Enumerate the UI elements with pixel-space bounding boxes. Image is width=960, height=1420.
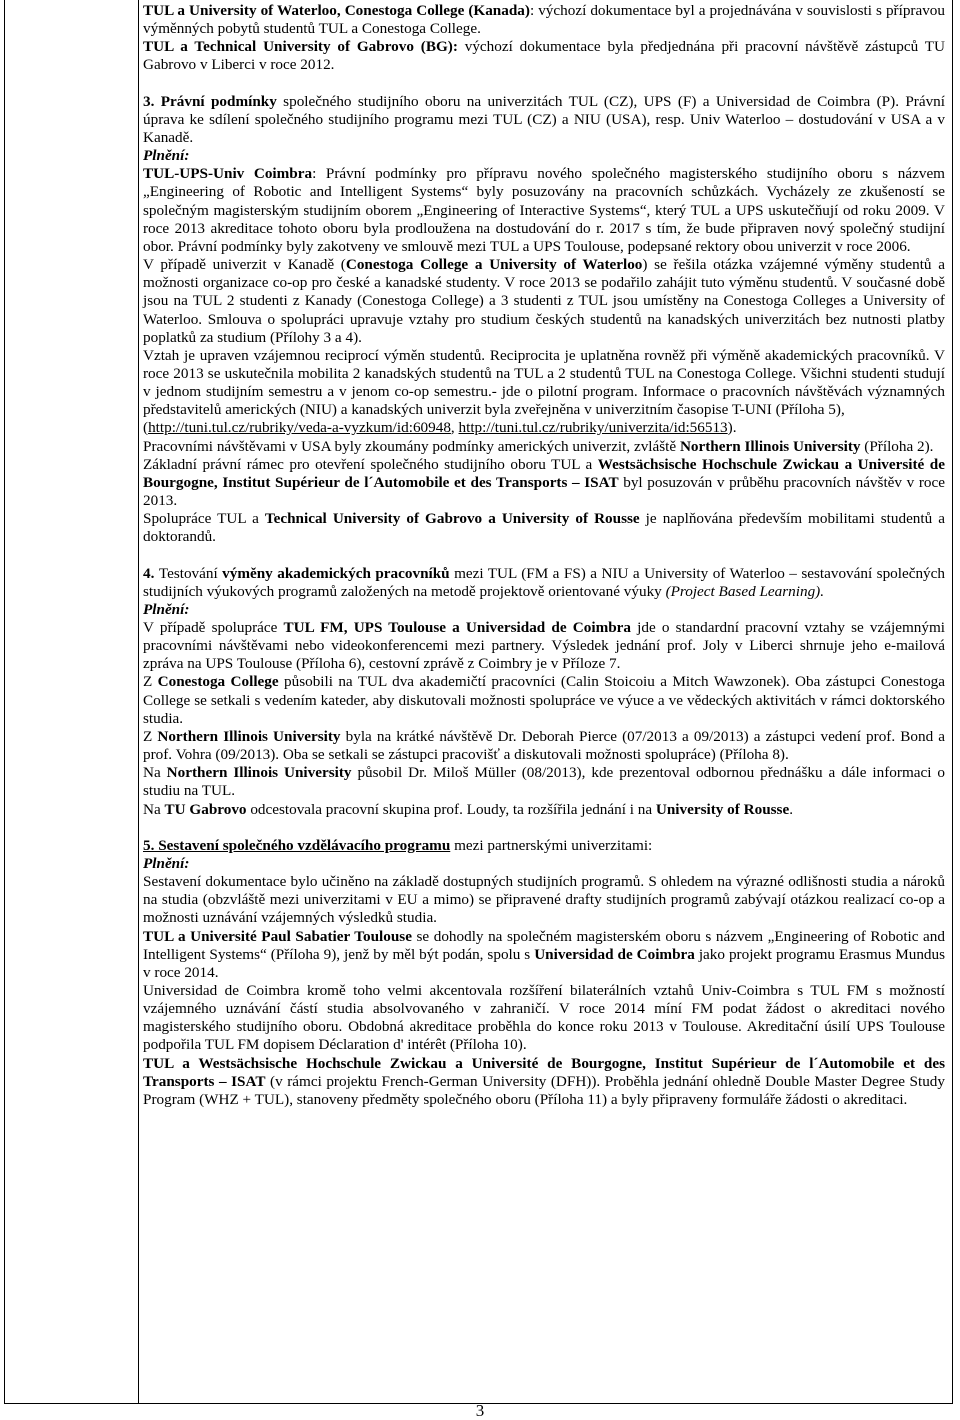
paragraph: Spolupráce TUL a Technical University of Gabrovo a University of Rousse je naplňována především mobilitami studentů a doktorandů. — [143, 510, 945, 546]
paragraph: Z Northern Illinois University byla na krátké návštěvě Dr. Deborah Pierce (07/2013 a 09/2013) a zástupci vedení prof. Bond a prof. Vohra (09/2013). Oba se setkali se zástupci pracovišť a diskutovali možnosti spolupráce) (Příloha 8). — [143, 727, 945, 764]
section-3-heading — [143, 93, 945, 147]
bold-text: TUL FM, UPS Toulouse a Universidad de Coimbra — [283, 619, 631, 636]
text: : výchozí dokumentace byl a projednávána v souvislosti s přípravou výměnných pobytů studentů TUL a Conestoga College. — [143, 2, 945, 38]
bold-text: Conestoga College a University of Waterloo — [345, 256, 643, 274]
paragraph: Na Northern Illinois University působil Dr. Miloš Müller (08/2013), kde prezentoval odbornou přednášku a dále informaci o studiu na TUL. — [143, 764, 946, 800]
section-4-heading: 4. Testování výměny akademických pracovníků mezi TUL (FM a FS) a NIU a University of Waterloo – sestavování společných studijních výukových programů založených na metodě projektově orientované výuky (Project Based Learning). — [143, 564, 945, 600]
paragraph: Universidad de Coimbra kromě toho velmi akcentovala rozšíření bilaterálních vztahů Univ-Coimbra s TUL FM s možností vzájemného uznávání částí studia absolvovaného v zahraničí. V roce 2014 míní FM podat žádost o akreditaci nového magisterského studijního oboru. Obdobná akreditace proběhla do konce roku 2013 v Toulouse. Akreditační úsilí UPS Toulouse podpořila TUL FM dopisem Déclaration d' intérêt (Příloha 10). — [143, 981, 945, 1054]
left-margin-column — [5, 0, 139, 1403]
bold-text: Westsächsische Hochschule Zwickau a Université de Bourgogne, Institut Supérieur de l´Automobile et des Transports – ISAT — [143, 455, 945, 491]
bold-text: Conestoga College — [157, 673, 279, 691]
bold-text: University of Rousse — [655, 800, 790, 818]
plneni-label: Plnění: — [143, 147, 190, 165]
bold-text: výměny akademických pracovníků — [222, 564, 450, 582]
tuni-link-1[interactable]: http://tuni.tul.cz/rubriky/veda-a-vyzkum/id:60948 — [148, 419, 451, 437]
bold-text: TU Gabrovo — [164, 800, 247, 818]
bold-text: Universidad de Coimbra — [534, 945, 695, 963]
paragraph: TUL a Westsächsische Hochschule Zwickau a Université de Bourgogne, Institut Supérieur de l´Automobile et des Transports – ISAT (v rámci projektu French-German University (DFH)). Proběhla jednání ohledně Double Master Degree Study Program (WHZ + TUL), stanoveny předměty společného oboru (Příloha 11) a byly připraveny formuláře žádosti o akreditaci. — [143, 1054, 945, 1108]
paragraph: Sestavení dokumentace bylo učiněno na základě dostupných studijních programů. S ohledem na výrazné odlišnosti studia a nároků na studia (obzvláště mezi univerzitami v EU a mimo) se připravené drafty studijních programů zabývají otázkou realizací co-op a možnosti uznávání vzájemných výsledků studia. — [143, 873, 945, 927]
paragraph: V případě spolupráce TUL FM, UPS Toulouse a Universidad de Coimbra jde o standardní pracovní vztahy se vzájemnými pracovními návštěvami nebo videokonferencemi mezi partnery. Výsledek jednání prof. Joly v Liberci shrnuje jeho e-mailová zpráva na UPS Toulouse (Příloha 6), cestovní zprávě z Coimbry je v Příloze 7. — [143, 619, 945, 673]
bold-text: Northern Illinois University — [679, 437, 861, 455]
text: výchozí dokumentace byla předjednána při pracovní návštěvě zástupců TU Gabrovo v Liberci v roce 2012. — [143, 38, 945, 74]
bold-text: 3. Právní podmínky — [143, 92, 277, 110]
bold-text: Northern Illinois University — [157, 727, 341, 745]
bold-text: TUL-UPS-Univ Coimbra — [143, 165, 313, 183]
bold-text: TUL a Université Paul Sabatier Toulouse — [143, 927, 412, 945]
plneni-label: Plnění: — [143, 854, 190, 872]
text: společného studijního oboru na univerzitách TUL (CZ), UPS (F) a Universidad de Coimbra (P). Právní úprava ke sdílení společného studijního programu mezi TUL (CZ) a NIU (USA), resp. Univ Waterloo – dostudování v USA a v Kanadě. — [143, 92, 945, 146]
paragraph: Z Conestoga College působili na TUL dva akademičtí pracovníci (Calin Stoicoiu a Mitch Wawzonek). Oba zástupci Conestoga College se setkali s vedením kateder, aby diskutovali možnosti spolupráce ve výuce a ve vědeckých aktivitách v rámci doktorského studia. — [143, 673, 945, 727]
bold-text: TUL a University of Waterloo, Conestoga College (Kanada) — [143, 2, 530, 19]
bold-text: 5. Sestavení společného vzdělávacího programu — [143, 836, 451, 854]
link-line: (http://tuni.tul.cz/rubriky/veda-a-vyzkum/id:60948, http://tuni.tul.cz/rubriky/univerzita/id:56513). — [143, 419, 737, 437]
paragraph — [143, 165, 945, 256]
bold-text: Northern Illinois University — [166, 764, 352, 782]
bold-text: TUL a Westsächsische Hochschule Zwickau a Université de Bourgogne, Institut Supérieur de l´Automobile et des Transports – ISAT — [143, 1054, 945, 1090]
tuni-link-2[interactable]: http://tuni.tul.cz/rubriky/univerzita/id:56513 — [458, 419, 728, 437]
paragraph: Vztah je upraven vzájemnou reciprocí výměn studentů. Reciprocita je uplatněna rovněž při výměně akademických pracovníků. V roce 2013 se uskutečnila mobilita 2 kanadských studentů na TUL a 2 studentů TUL na Conestoga College. Všichni studenti studují v jednom studijním semestru a v jenom co-op semestru.- jde o pilotní program. Informace o pracovních návštěvách významných představitelů amerických (NIU) a kanadských univerzit byla zveřejněna v univerzitním časopise T-UNI (Příloha 5), — [143, 346, 945, 419]
paragraph — [143, 2, 945, 38]
paragraph: Na TU Gabrovo odcestovala pracovní skupina prof. Loudy, ta rozšířila jednání i na University of Rousse. — [143, 800, 793, 818]
paragraph: Pracovními návštěvami v USA byly zkoumány podmínky amerických univerzit, zvláště Northern Illinois University (Příloha 2). — [143, 437, 934, 455]
bold-text: TUL a Technical University of Gabrovo (BG): — [143, 38, 458, 56]
paragraph: Základní právní rámec pro otevření společného studijního oboru TUL a Westsächsische Hochschule Zwickau a Université de Bourgogne, Institut Supérieur de l´Automobile et des Transports – ISAT byl posuzován v průběhu pracovních návštěv v roce 2013. — [143, 455, 945, 510]
text: : Právní podmínky pro přípravu nového společného magisterského studijního oboru s názvem „Engineering of Robotic and Intelligent Systems“ byly posuzovány na pracovních schůzkách. Vycházely ze zkušeností se společným magisterským studijním oborem „Engineering of Interactive Systems“, který TUL a UPS uskutečňují od roku 2009. V roce 2013 akreditace tohoto oboru byla prodloužena na dostudování do r. 2017 s tím, že bude připraven nový společný studijní obor. Právní podmínky byly zakotveny ve smlouvě mezi TUL a UPS Toulouse, podepsané rektory obou univerzit v roce 2006. — [143, 165, 946, 255]
paragraph — [143, 38, 945, 74]
paragraph: V případě univerzit v Kanadě (Conestoga College a University of Waterloo) se řešila otázka vzájemné výměny studentů a možnosti organizace co-op pro české a kanadské studenty. V roce 2013 se podařilo zahájit tuto výměnu studentů. V současné době jsou na TUL 2 studenti z Kanady (Conestoga College) a 3 studenti z TUL jsou umístěny na Conestoga Colleges a University of Waterloo. Smlouva o spolupráci upravuje vztahy pro studium českých studentů na kanadských univerzitách bez nutnosti platby poplatků za studium (Přílohy 3 a 4). — [143, 256, 945, 346]
plneni-label: Plnění: — [143, 600, 190, 618]
section-5-heading: 5. Sestavení společného vzdělávacího programu mezi partnerskými univerzitami: — [143, 836, 653, 854]
page-number: 3 — [475, 1401, 485, 1420]
paragraph: TUL a Université Paul Sabatier Toulouse se dohodly na společném magisterském oboru s názvem „Engineering of Robotic and Intelligent Systems“ (Příloha 9), jenž by měl být podán, spolu s Universidad de Coimbra jako projekt programu Erasmus Mundus v roce 2014. — [143, 927, 946, 981]
document-content — [143, 2, 945, 1109]
bold-text: Technical University of Gabrovo a University of Rousse — [264, 510, 640, 528]
